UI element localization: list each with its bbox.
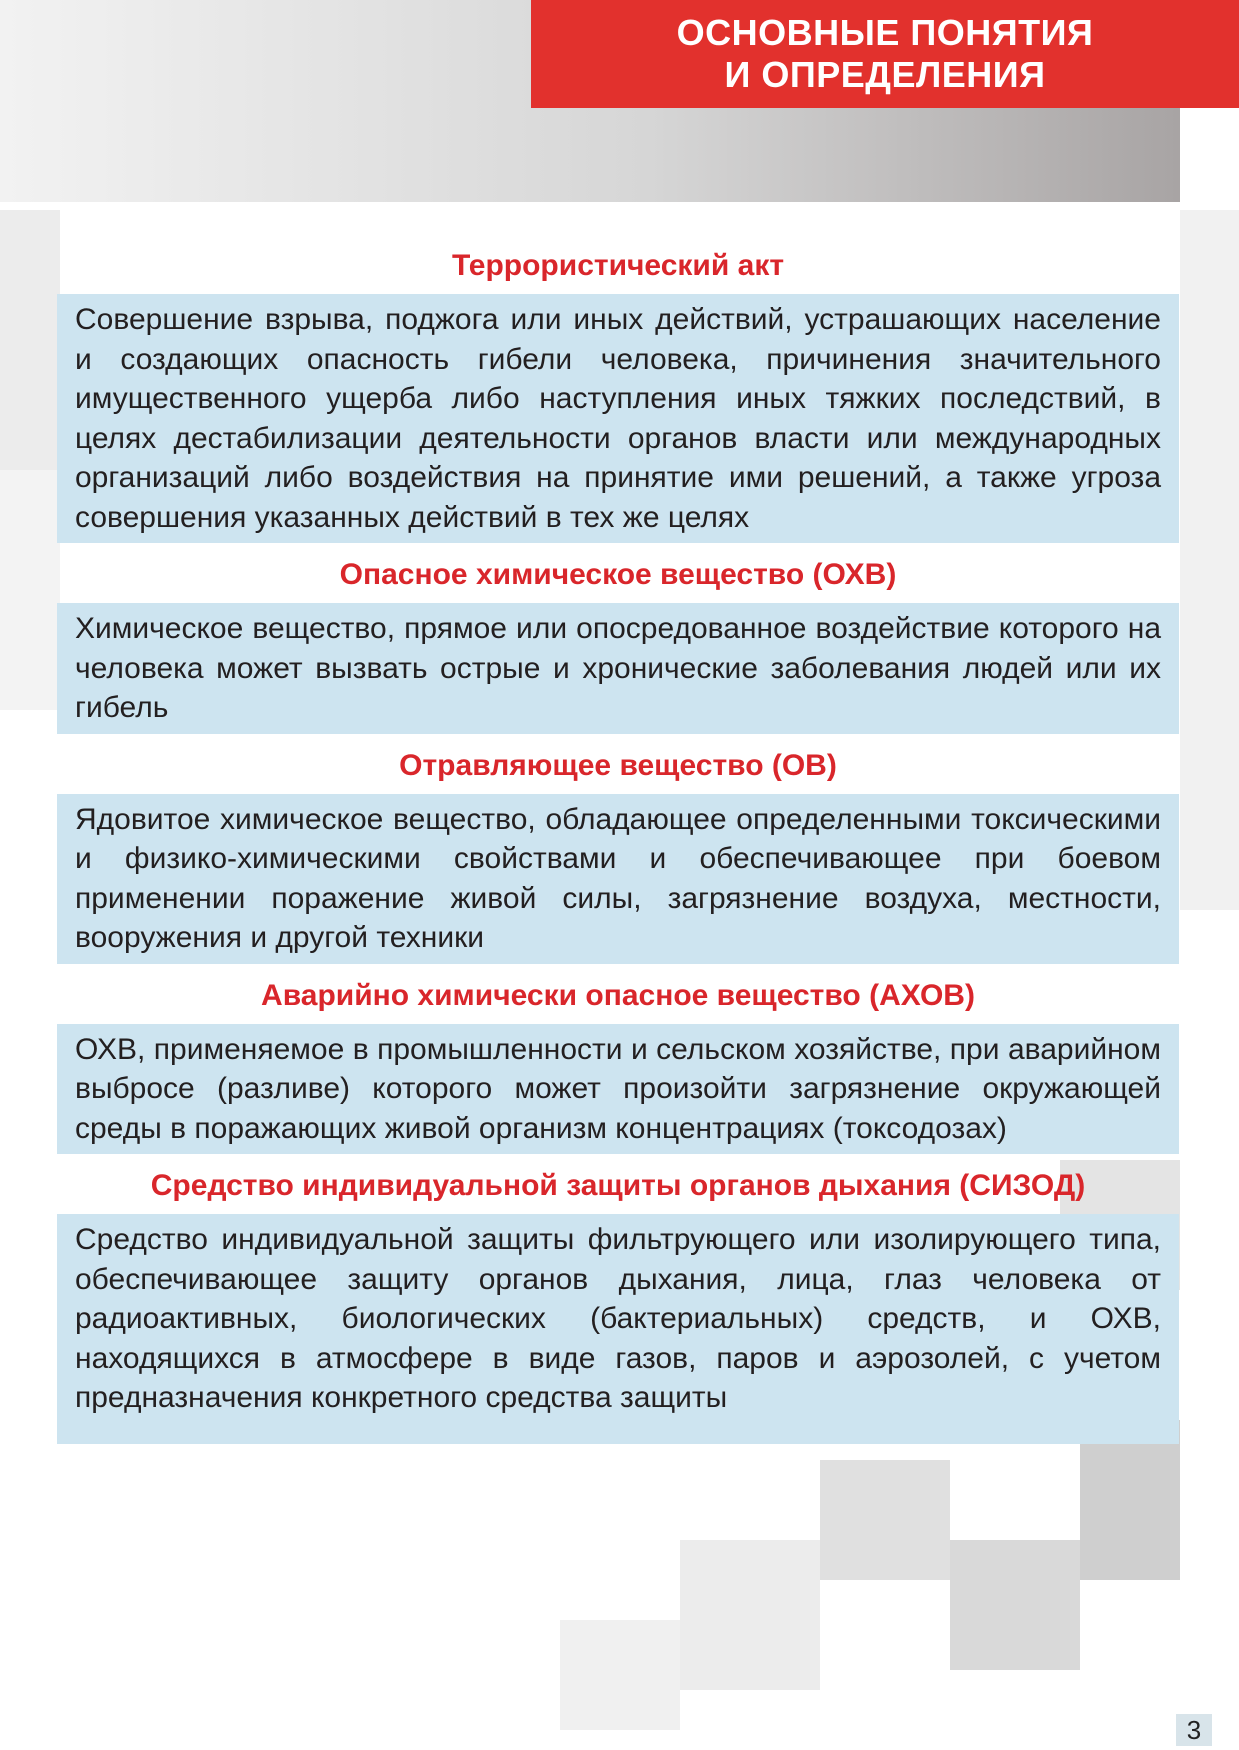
definition-item	[57, 248, 1179, 543]
section-title	[531, 0, 1239, 108]
definition-text: Средство индивидуальной защиты фильтрующего или изолирующего типа, обеспечивающее защиту органов дыхания, лица, глаз человека от радиоактивных, биологических (бактериальных) средств, и ОХВ, находящихся в атмосфере в виде газов, паров и аэрозолей, с учетом предназначения конкретного средства защиты	[57, 1214, 1179, 1444]
term-heading: Террористический акт	[451, 249, 785, 282]
background-tile	[680, 1540, 820, 1690]
background-tile	[0, 210, 60, 470]
section-title-line-1: ОСНОВНЫЕ ПОНЯТИЯ	[676, 12, 1094, 53]
term-heading: Опасное химическое вещество (ОХВ)	[339, 558, 897, 591]
definition-item	[57, 978, 1179, 1155]
background-tile	[560, 1620, 680, 1730]
definition-item	[57, 1168, 1179, 1444]
term-heading: Средство индивидуальной защиты органов дыхания (СИЗОД)	[150, 1169, 1086, 1202]
term-heading: Аварийно химически опасное вещество (АХОВ)	[261, 978, 975, 1012]
term-heading: Отравляющее вещество (ОВ)	[399, 748, 837, 782]
definitions-list	[57, 248, 1179, 1458]
definition-text: Химическое вещество, прямое или опосредованное воздействие которого на человека может вызвать острые и хронические заболевания людей или их гибель	[57, 603, 1179, 734]
background-tile	[0, 470, 60, 710]
definition-item	[57, 557, 1179, 734]
definition-text: Совершение взрыва, поджога или иных действий, устрашающих население и создающих опасность гибели человека, причинения значительного имущественного ущерба либо наступления иных тяжких последствий, в целях дестабилизации деятельности органов власти или международных организаций либо воздействия на принятие ими решений, а также угроза совершения указанных действий в тех же целях	[57, 294, 1179, 543]
background-tile	[950, 1540, 1080, 1670]
definition-item	[57, 748, 1179, 964]
section-title-line-2: И ОПРЕДЕЛЕНИЯ	[724, 54, 1046, 95]
definition-text: ОХВ, применяемое в промышленности и сельском хозяйстве, при аварийном выбросе (разливе) которого может произойти загрязнение окружающей среды в поражающих живой организм концентрациях (токсодозах)	[57, 1024, 1179, 1155]
background-tile	[1180, 210, 1239, 910]
page-number: 3	[1176, 1714, 1212, 1746]
background-tile	[820, 1460, 950, 1580]
definition-text: Ядовитое химическое вещество, обладающее определенными токсическими и физико-химическими свойствами и обеспечивающее при боевом применении поражение живой силы, загрязнение воздуха, местности, вооружения и другой техники	[57, 794, 1179, 964]
